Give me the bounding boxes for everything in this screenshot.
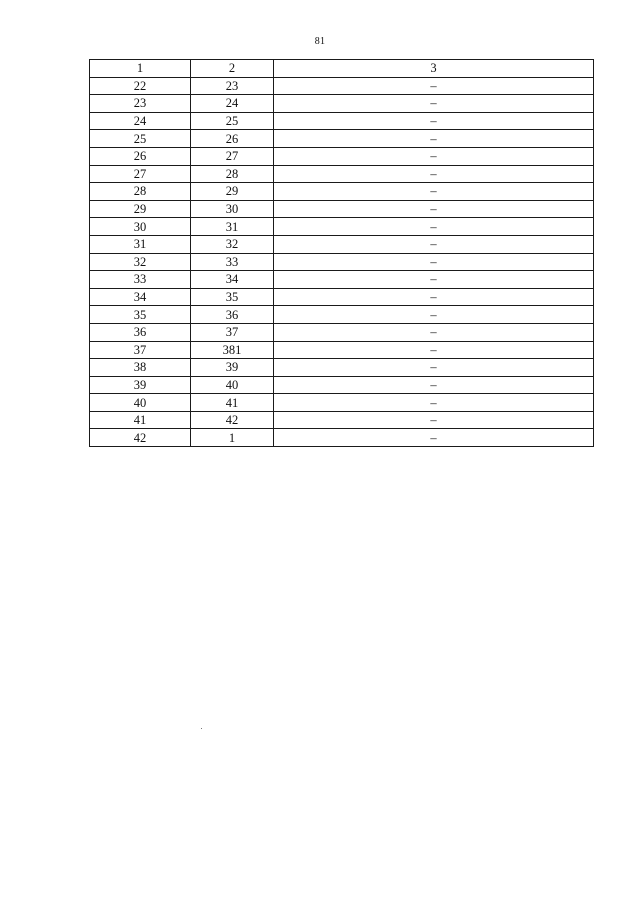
table-row: [90, 306, 594, 324]
table-cell-col-2: 42: [191, 411, 274, 429]
column-header-3: 3: [274, 60, 594, 78]
table-cell-col-2: 36: [191, 306, 274, 324]
table-row: [90, 411, 594, 429]
table-row: [90, 147, 594, 165]
table-cell-col-3: –: [274, 411, 594, 429]
table-row: [90, 323, 594, 341]
table-row: [90, 253, 594, 271]
table-cell-col-2: 24: [191, 95, 274, 113]
table-row: [90, 341, 594, 359]
table-cell-col-3: –: [274, 323, 594, 341]
table-cell-col-3: –: [274, 306, 594, 324]
table-cell-col-1: 25: [90, 130, 191, 148]
table-cell-col-3: –: [274, 95, 594, 113]
table-cell-col-1: 26: [90, 147, 191, 165]
table-body: [90, 60, 594, 447]
table-cell-col-2: 41: [191, 394, 274, 412]
table-cell-col-1: 38: [90, 359, 191, 377]
table-cell-col-1: 29: [90, 200, 191, 218]
table-cell-col-2: 32: [191, 235, 274, 253]
table-cell-col-2: 1: [191, 429, 274, 447]
table-cell-col-1: 27: [90, 165, 191, 183]
table-cell-col-1: 28: [90, 183, 191, 201]
table-cell-col-3: –: [274, 429, 594, 447]
table-cell-col-3: –: [274, 288, 594, 306]
table-cell-col-2: 31: [191, 218, 274, 236]
table-cell-col-3: –: [274, 376, 594, 394]
table-row: [90, 359, 594, 377]
table-cell-col-3: –: [274, 394, 594, 412]
table-cell-col-3: –: [274, 147, 594, 165]
table-cell-col-3: –: [274, 77, 594, 95]
table-cell-col-2: 23: [191, 77, 274, 95]
table-cell-col-1: 40: [90, 394, 191, 412]
table-cell-col-2: 27: [191, 147, 274, 165]
data-table: [89, 59, 594, 447]
table-cell-col-2: 33: [191, 253, 274, 271]
table-cell-col-1: 42: [90, 429, 191, 447]
table-cell-col-1: 31: [90, 235, 191, 253]
table-cell-col-1: 34: [90, 288, 191, 306]
table-row: [90, 183, 594, 201]
table-cell-col-3: –: [274, 253, 594, 271]
table-cell-col-2: 39: [191, 359, 274, 377]
table-cell-col-1: 23: [90, 95, 191, 113]
table-row: [90, 200, 594, 218]
table-header-row: [90, 60, 594, 78]
table-cell-col-1: 30: [90, 218, 191, 236]
table-cell-col-2: 40: [191, 376, 274, 394]
table-row: [90, 394, 594, 412]
table-cell-col-2: 30: [191, 200, 274, 218]
table-cell-col-1: 36: [90, 323, 191, 341]
table-cell-col-1: 22: [90, 77, 191, 95]
table-cell-col-2: 29: [191, 183, 274, 201]
table-cell-col-3: –: [274, 112, 594, 130]
table-cell-col-3: –: [274, 218, 594, 236]
table-row: [90, 235, 594, 253]
table-row: [90, 165, 594, 183]
table-cell-col-3: –: [274, 183, 594, 201]
table-row: [90, 95, 594, 113]
table-row: [90, 376, 594, 394]
table-row: [90, 429, 594, 447]
table-row: [90, 271, 594, 289]
table-cell-col-1: 37: [90, 341, 191, 359]
column-header-2: 2: [191, 60, 274, 78]
table-cell-col-2: 35: [191, 288, 274, 306]
table-cell-col-2: 28: [191, 165, 274, 183]
table-cell-col-2: 26: [191, 130, 274, 148]
table-cell-col-2: 381: [191, 341, 274, 359]
table-cell-col-3: –: [274, 341, 594, 359]
table-cell-col-3: –: [274, 130, 594, 148]
table-cell-col-3: –: [274, 271, 594, 289]
table-row: [90, 130, 594, 148]
table-cell-col-1: 39: [90, 376, 191, 394]
table-cell-col-3: –: [274, 200, 594, 218]
table-cell-col-3: –: [274, 165, 594, 183]
table-cell-col-1: 24: [90, 112, 191, 130]
table-cell-col-3: –: [274, 235, 594, 253]
table-cell-col-3: –: [274, 359, 594, 377]
table-cell-col-1: 33: [90, 271, 191, 289]
table-row: [90, 218, 594, 236]
table-cell-col-1: 32: [90, 253, 191, 271]
page-number: 81: [314, 36, 326, 47]
table-cell-col-1: 41: [90, 411, 191, 429]
column-header-1: 1: [90, 60, 191, 78]
table-cell-col-2: 25: [191, 112, 274, 130]
table-row: [90, 288, 594, 306]
table-cell-col-1: 35: [90, 306, 191, 324]
table-row: [90, 77, 594, 95]
table-row: [90, 112, 594, 130]
scan-speck: [201, 728, 202, 729]
table-cell-col-2: 37: [191, 323, 274, 341]
table-cell-col-2: 34: [191, 271, 274, 289]
